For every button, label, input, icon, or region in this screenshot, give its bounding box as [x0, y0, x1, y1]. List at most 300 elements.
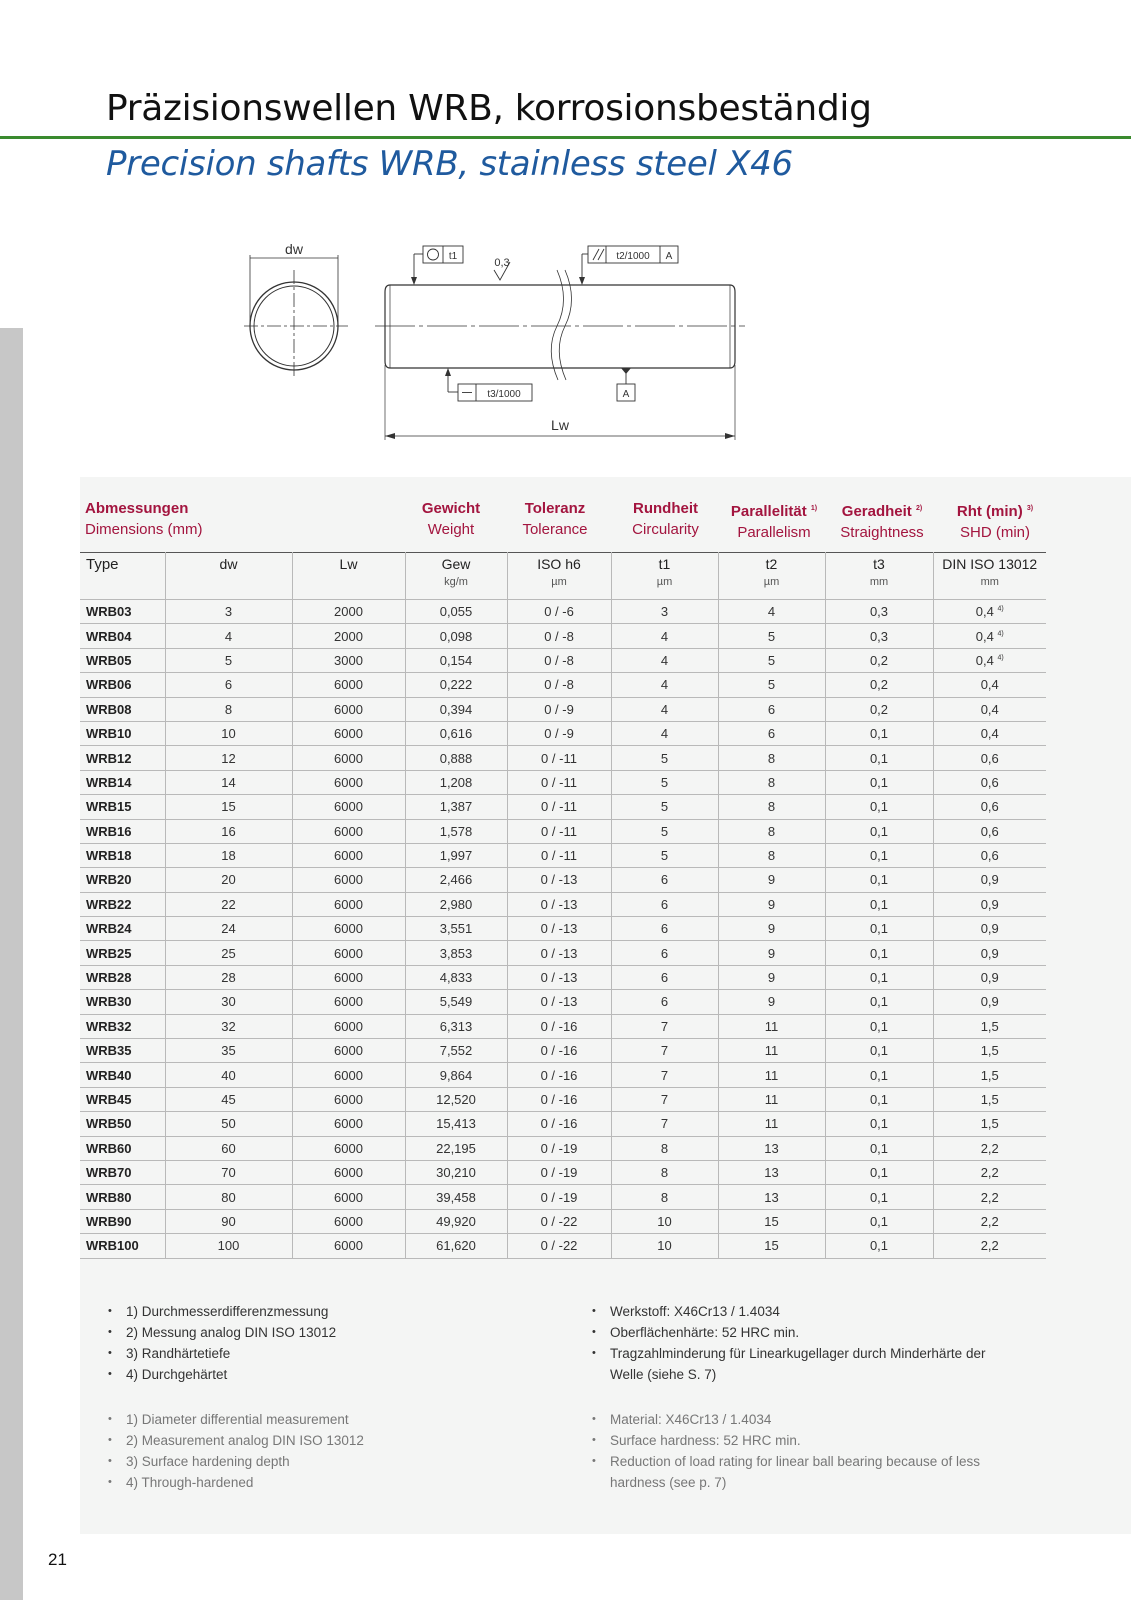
cell-value: WRB60: [86, 1140, 132, 1156]
cell-value: 0 / -13: [540, 945, 578, 961]
value-cell: [611, 746, 718, 770]
group-header-en: Tolerance: [522, 521, 588, 538]
side-bar: [0, 328, 23, 1600]
value-cell: [292, 1160, 405, 1184]
cell-value: 18: [221, 848, 236, 864]
value-cell: [405, 1160, 507, 1184]
type-cell: [80, 941, 165, 965]
value-cell: [611, 917, 718, 941]
t3-label: t3/1000: [487, 389, 521, 400]
value-cell: [292, 624, 405, 648]
value-cell: [933, 892, 1046, 916]
cell-value: 5: [224, 652, 233, 668]
type-cell: [80, 1039, 165, 1063]
value-cell: [405, 1209, 507, 1233]
type-cell: [80, 1136, 165, 1160]
table-row: [80, 819, 1046, 843]
value-cell: [405, 917, 507, 941]
spec-table: [80, 552, 1046, 1259]
cell-value: 49,920: [436, 1213, 476, 1229]
value-cell: [611, 697, 718, 721]
cell-value: 0 / -16: [540, 1067, 578, 1083]
cell-value: 5: [660, 774, 669, 790]
cell-value: 6000: [334, 1165, 363, 1181]
type-cell: [80, 795, 165, 819]
cell-value: 8: [660, 1140, 669, 1156]
cell-value: 0 / -9: [544, 726, 574, 742]
column-unit: mm: [980, 576, 999, 588]
value-cell: [825, 868, 933, 892]
cell-value: 30,210: [436, 1165, 476, 1181]
group-header-de: Rht (min) $^{3)}$: [956, 503, 1034, 520]
value-cell: [933, 819, 1046, 843]
note-item: • 1) Durchmesserdifferenzmessung: [106, 1301, 546, 1322]
value-cell: [718, 941, 825, 965]
value-cell: [825, 941, 933, 965]
cell-value: 0 / -16: [540, 1018, 578, 1034]
value-cell: [405, 624, 507, 648]
note-item: • Tragzahlminderung für Linearkugellager durch Minderhärte der Welle (siehe S. 7): [590, 1343, 1010, 1385]
cell-value: 0,6: [980, 774, 999, 790]
cell-value: 0,2: [869, 652, 889, 668]
cell-value: 0,4: [980, 677, 999, 693]
value-cell: [718, 892, 825, 916]
cell-value: 0,9: [980, 945, 999, 961]
cell-value: 6000: [334, 799, 363, 815]
value-cell: [405, 843, 507, 867]
cell-value: WRB40: [86, 1067, 132, 1083]
value-cell: [507, 1160, 611, 1184]
cell-value: 0,1: [869, 1067, 889, 1083]
column-name: t1: [658, 556, 671, 572]
cell-value: 7: [660, 1018, 669, 1034]
page-number: 21: [48, 1550, 67, 1569]
value-cell: [825, 1087, 933, 1111]
value-cell: [611, 990, 718, 1014]
value-cell: [507, 721, 611, 745]
cell-value: 10: [221, 726, 236, 742]
value-cell: [611, 843, 718, 867]
cell-value: 6000: [334, 1043, 363, 1059]
value-cell: [507, 843, 611, 867]
cell-value: 6: [660, 921, 669, 937]
value-cell: [292, 1063, 405, 1087]
cell-value: WRB90: [86, 1213, 132, 1229]
cell-value: 0 / -8: [544, 652, 574, 668]
value-cell: [611, 1014, 718, 1038]
cell-value: 28: [221, 970, 236, 986]
footnote-marker: 4): [997, 654, 1004, 662]
type-cell: [80, 1112, 165, 1136]
cell-value: 6000: [334, 1213, 363, 1229]
cell-value: 0,3: [869, 628, 889, 644]
value-cell: [405, 1039, 507, 1063]
table-row: [80, 600, 1046, 624]
cell-value: 0,6: [980, 823, 999, 839]
cell-value: 1,578: [439, 823, 473, 839]
value-cell: [825, 1185, 933, 1209]
table-row: [80, 1087, 1046, 1111]
cell-value: 6000: [334, 994, 363, 1010]
cell-value: 9: [767, 896, 776, 912]
value-cell: [825, 1136, 933, 1160]
cell-value: 0 / -22: [540, 1213, 578, 1229]
value-cell: [507, 965, 611, 989]
cell-value: 7: [660, 1092, 669, 1107]
value-cell: [933, 1112, 1046, 1136]
group-header-de: Parallelität $^{1)}$: [730, 503, 818, 520]
cell-value: 11: [764, 1043, 779, 1059]
notes-en-right: [590, 1409, 1010, 1493]
value-cell: [825, 600, 933, 624]
footnote-marker: 1): [810, 505, 818, 512]
cell-value: 8: [767, 799, 776, 815]
group-header-1: [405, 498, 497, 540]
dw-label: dw: [285, 241, 303, 257]
group-header-5: [826, 498, 938, 543]
value-cell: [292, 673, 405, 697]
value-cell: [611, 1039, 718, 1063]
cell-value: 0,4: [980, 726, 999, 742]
column-header: [611, 553, 718, 600]
value-cell: [292, 1014, 405, 1038]
cell-value: 2000: [334, 604, 363, 620]
cell-value: 0,2: [869, 677, 889, 693]
value-cell: [405, 1014, 507, 1038]
cell-value: 45: [221, 1092, 236, 1107]
type-cell: [80, 1014, 165, 1038]
note-item: • 1) Diameter differential measurement: [106, 1409, 546, 1430]
column-name: Type: [86, 556, 119, 573]
cell-value: 0 / -8: [544, 677, 574, 693]
value-cell: [507, 1014, 611, 1038]
cell-value: 2,980: [439, 896, 473, 912]
table-row: [80, 795, 1046, 819]
cell-value: 8: [767, 848, 776, 864]
cell-value: 13: [764, 1140, 779, 1156]
value-cell: [507, 1063, 611, 1087]
value-cell: [405, 697, 507, 721]
cell-value: 6: [660, 994, 669, 1010]
cell-value: 5: [660, 848, 669, 864]
type-cell: [80, 721, 165, 745]
value-cell: [405, 941, 507, 965]
cell-value: 100: [217, 1238, 240, 1254]
type-cell: [80, 1063, 165, 1087]
value-cell: [507, 1112, 611, 1136]
column-header: [405, 553, 507, 600]
footnote-marker: 4): [997, 630, 1004, 638]
value-cell: [718, 746, 825, 770]
value-cell: [933, 1063, 1046, 1087]
value-cell: [292, 721, 405, 745]
value-cell: [507, 892, 611, 916]
cell-value: 11: [764, 1018, 779, 1034]
cell-value: 8: [767, 823, 776, 839]
value-cell: [825, 1209, 933, 1233]
value-cell: [165, 600, 292, 624]
value-cell: [933, 1087, 1046, 1111]
value-cell: [825, 1112, 933, 1136]
cell-value: 0 / -19: [540, 1165, 578, 1181]
table-row: [80, 1039, 1046, 1063]
table-row: [80, 941, 1046, 965]
value-cell: [611, 721, 718, 745]
column-unit: µm: [551, 576, 567, 588]
cell-value: 0 / -16: [540, 1116, 578, 1132]
cell-value: 0,1: [869, 1189, 889, 1205]
value-cell: [165, 1063, 292, 1087]
cell-value: 9: [767, 921, 776, 937]
value-cell: [405, 673, 507, 697]
table-row: [80, 624, 1046, 648]
column-header: [718, 553, 825, 600]
shaft-drawing: [240, 240, 760, 455]
value-cell: [507, 673, 611, 697]
cell-value: 0,394: [439, 701, 473, 717]
table-row: [80, 1014, 1046, 1038]
cell-value: 50: [221, 1116, 236, 1132]
value-cell: [825, 795, 933, 819]
value-cell: [405, 795, 507, 819]
column-name: t2: [765, 556, 778, 572]
cell-value: 12: [221, 750, 236, 766]
value-cell: [165, 1136, 292, 1160]
cell-value: 6: [660, 896, 669, 912]
cell-value: 1,997: [439, 848, 473, 864]
cell-value: 1,5: [980, 1067, 999, 1083]
value-cell: [292, 819, 405, 843]
column-name: dw: [219, 556, 238, 572]
cell-value: 13: [764, 1189, 779, 1205]
cell-value: WRB03: [86, 604, 132, 620]
group-header-en: Straightness: [840, 524, 924, 541]
value-cell: [933, 1014, 1046, 1038]
cell-value: 1,5: [980, 1092, 999, 1107]
value-cell: [933, 990, 1046, 1014]
cell-value: 0 / -13: [540, 921, 578, 937]
column-unit: kg/m: [444, 576, 468, 588]
cell-value: WRB24: [86, 921, 132, 937]
cell-value: 0,616: [439, 726, 473, 742]
type-cell: [80, 1160, 165, 1184]
value-cell: [825, 624, 933, 648]
cell-value: 4: [660, 701, 669, 717]
cell-value: 4: [660, 677, 669, 693]
value-cell: [507, 770, 611, 794]
cell-value: 5: [767, 677, 776, 693]
cell-value: 3000: [334, 652, 363, 668]
cell-value: 2,2: [980, 1140, 999, 1156]
cell-value: 6,313: [439, 1018, 473, 1034]
cell-value: 25: [221, 945, 236, 961]
note-item: • Werkstoff: X46Cr13 / 1.4034: [590, 1301, 1010, 1322]
value-cell: [611, 673, 718, 697]
cell-value: 4,833: [439, 970, 473, 986]
cell-value: WRB32: [86, 1018, 132, 1034]
value-cell: [933, 673, 1046, 697]
cell-value: WRB06: [86, 677, 132, 693]
cell-value: WRB25: [86, 945, 132, 961]
cell-value: 0,9: [980, 970, 999, 986]
cell-value: 5: [767, 628, 776, 644]
cell-value: 0,888: [439, 750, 473, 766]
page-title-english: Precision shafts WRB, stainless steel X46: [106, 144, 793, 184]
cell-value: 90: [221, 1213, 236, 1229]
t2-label: t2/1000: [616, 251, 650, 262]
value-cell: [405, 648, 507, 672]
cell-value: 0 / -6: [544, 604, 574, 620]
value-cell: [507, 917, 611, 941]
cell-value: 15: [221, 799, 236, 815]
value-cell: [611, 1136, 718, 1160]
value-cell: [933, 868, 1046, 892]
cell-value: 8: [660, 1165, 669, 1181]
cell-value: 5,549: [439, 994, 473, 1010]
value-cell: [165, 1039, 292, 1063]
value-cell: [165, 941, 292, 965]
value-cell: [718, 965, 825, 989]
cell-value: 5: [767, 652, 776, 668]
angle-label: 0,3: [494, 257, 510, 269]
value-cell: [718, 697, 825, 721]
cell-value: 0,1: [869, 994, 889, 1010]
value-cell: [933, 600, 1046, 624]
value-cell: [292, 1209, 405, 1233]
value-cell: [165, 624, 292, 648]
cell-value: 6: [660, 872, 669, 888]
value-cell: [405, 721, 507, 745]
table-row: [80, 721, 1046, 745]
value-cell: [165, 1185, 292, 1209]
cell-value: 1,387: [439, 799, 473, 815]
value-cell: [292, 795, 405, 819]
value-cell: [718, 624, 825, 648]
cell-value: 0,6: [980, 750, 999, 766]
column-header: [165, 553, 292, 600]
value-cell: [165, 990, 292, 1014]
lw-label: Lw: [551, 417, 569, 433]
cell-value: 0,1: [869, 921, 889, 937]
value-cell: [933, 1039, 1046, 1063]
cell-value: WRB15: [86, 799, 132, 815]
table-row: [80, 892, 1046, 916]
note-item: • 3) Surface hardening depth: [106, 1451, 546, 1472]
type-cell: [80, 1209, 165, 1233]
cell-value: 0,1: [869, 1140, 889, 1156]
value-cell: [825, 843, 933, 867]
value-cell: [718, 1039, 825, 1063]
cell-value: 9: [767, 872, 776, 888]
value-cell: [611, 1234, 718, 1258]
table-row: [80, 770, 1046, 794]
cell-value: 7: [660, 1116, 669, 1132]
notes-de-right: [590, 1301, 1010, 1385]
value-cell: [933, 1185, 1046, 1209]
value-cell: [507, 1209, 611, 1233]
value-cell: [507, 600, 611, 624]
column-name: Lw: [339, 556, 358, 572]
note-item: • Oberflächenhärte: 52 HRC min.: [590, 1322, 1010, 1343]
value-cell: [718, 648, 825, 672]
cell-value: 0,1: [869, 799, 889, 815]
cell-value: 30: [221, 994, 236, 1010]
cell-value: 20: [221, 872, 236, 888]
cell-value: 7: [660, 1043, 669, 1059]
value-cell: [507, 1087, 611, 1111]
cell-value: 9: [767, 970, 776, 986]
cell-value: 2,2: [980, 1189, 999, 1205]
cell-value: 11: [764, 1067, 779, 1083]
group-header-0: [85, 498, 285, 540]
value-cell: [825, 892, 933, 916]
cell-value: WRB100: [86, 1238, 139, 1254]
group-header-de: Abmessungen: [85, 500, 189, 517]
cell-value: WRB30: [86, 994, 132, 1010]
cell-value: 8: [224, 701, 233, 717]
cell-value: 3: [224, 604, 233, 620]
cell-value: 6: [660, 945, 669, 961]
table-row: [80, 746, 1046, 770]
cell-value: 0 / -11: [541, 848, 577, 864]
group-header-en: Weight: [427, 521, 475, 538]
cell-value: 15: [764, 1213, 779, 1229]
value-cell: [507, 648, 611, 672]
value-cell: [611, 941, 718, 965]
cell-value: 14: [221, 774, 236, 790]
value-cell: [718, 819, 825, 843]
value-cell: [292, 941, 405, 965]
cell-value: 0,1: [869, 823, 889, 839]
value-cell: [292, 990, 405, 1014]
value-cell: [718, 600, 825, 624]
note-item: • 2) Measurement analog DIN ISO 13012: [106, 1430, 546, 1451]
value-cell: [825, 1014, 933, 1038]
cell-value: 0,1: [869, 848, 889, 864]
footnote-marker: 2): [915, 505, 923, 512]
value-cell: [718, 1063, 825, 1087]
cell-value: 0,1: [869, 750, 889, 766]
cell-value: 6000: [334, 896, 363, 912]
cell-value: WRB16: [86, 823, 132, 839]
cell-value: 0,2: [869, 701, 889, 717]
value-cell: [933, 843, 1046, 867]
value-cell: [611, 1112, 718, 1136]
value-cell: [165, 843, 292, 867]
cell-value: 0 / -13: [540, 994, 578, 1010]
value-cell: [825, 917, 933, 941]
value-cell: [933, 697, 1046, 721]
value-cell: [718, 1087, 825, 1111]
value-cell: [405, 1185, 507, 1209]
value-cell: [718, 843, 825, 867]
t2-datum-label: A: [665, 251, 673, 262]
cell-value: 10: [657, 1238, 672, 1254]
type-cell: [80, 673, 165, 697]
cell-value: WRB05: [86, 652, 132, 668]
cell-value: 1,5: [980, 1043, 999, 1059]
value-cell: [292, 892, 405, 916]
cell-value: 0,9: [980, 896, 999, 912]
group-header-en: Dimensions (mm): [85, 521, 203, 538]
table-row: [80, 917, 1046, 941]
value-cell: [611, 1087, 718, 1111]
value-cell: [611, 1185, 718, 1209]
cell-value: 0 / -11: [541, 799, 577, 815]
column-header: [933, 553, 1046, 600]
value-cell: [405, 1087, 507, 1111]
cell-value: WRB18: [86, 848, 132, 864]
